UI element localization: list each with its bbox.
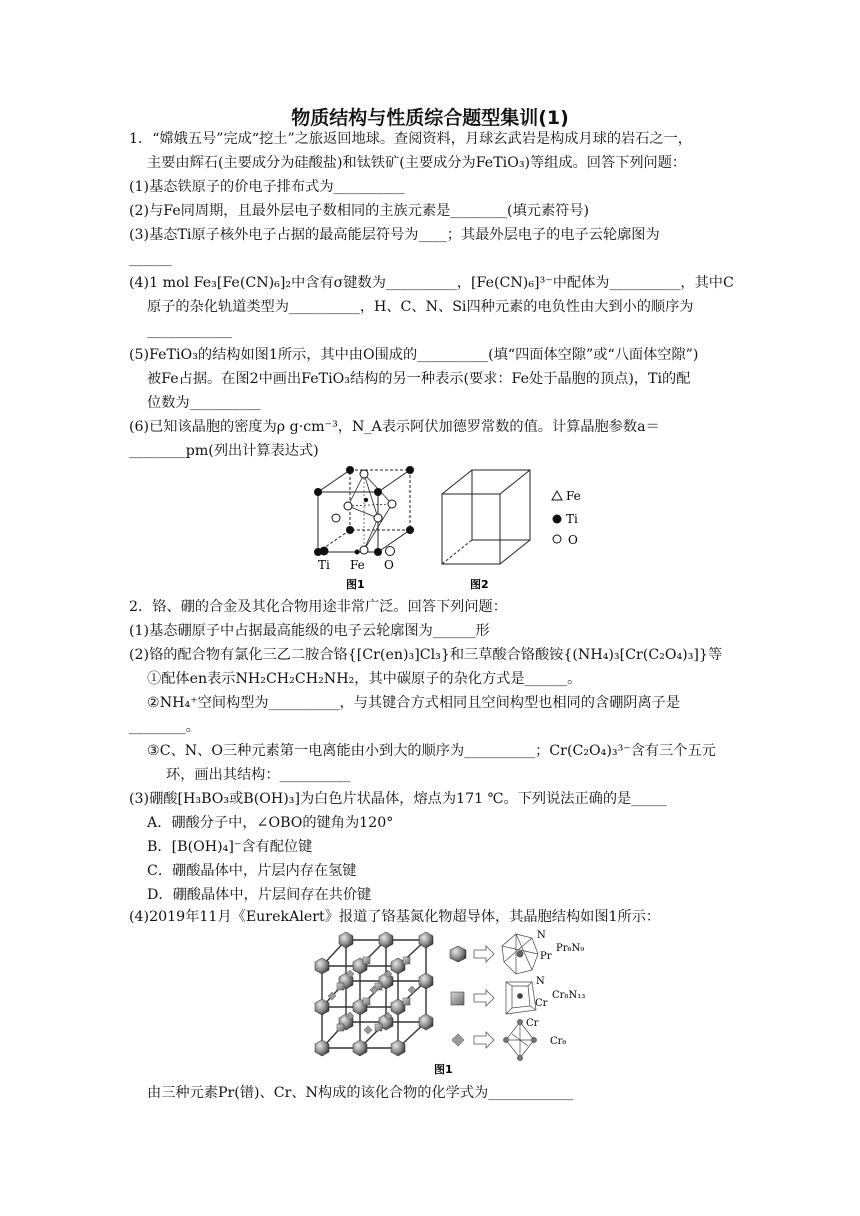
figure-prcrn-lattice: [308, 926, 608, 1076]
q2-sub-4: (4)2019年11月《EurekAlert》报道了铬基氮化物超导体，其晶胞结构如图1所示：: [129, 909, 661, 925]
q1-line-1: 1．“嫦娥五号”完成“挖土”之旅返回地球。查阅资料，月球玄武岩是构成月球的岩石之一，: [129, 131, 692, 147]
fig1-caption: 图1: [346, 578, 365, 591]
q2-sub-2-i: ①配体en表示NH₂CH₂CH₂NH₂，其中碳原子的杂化方式是______。: [147, 671, 582, 687]
q2-option-d: D．硼酸晶体中，片层间存在共价键: [147, 887, 372, 903]
pr6n9-cluster-icon: [502, 934, 538, 974]
q2-option-c: C．硼酸晶体中，片层内存在氢键: [147, 863, 357, 879]
q2-sub-2-ii-b: ________。: [129, 719, 200, 735]
page-title: 物质结构与性质综合题型集训(1): [291, 107, 569, 129]
q1-sub-1: (1)基态铁原子的价电子排布式为__________: [129, 179, 405, 195]
q2-sub-3: (3)硼酸[H₃BO₃或B(OH)₃]为白色片状晶体，熔点为171 ℃。下列说法正确的是_____: [129, 791, 667, 807]
cr6-cluster-cr-label: Cr: [526, 1018, 539, 1029]
q1-sub-3a: (3)基态Ti原子核外电子占据的最高能层符号为____；其最外层电子的电子云轮廓图为: [129, 227, 660, 243]
fig2-o-marker: [553, 535, 561, 543]
q1-line-2: 主要由辉石(主要成分为硅酸盐)和钛铁矿(主要成分为FeTiO₃)等组成。回答下列问题：: [147, 155, 687, 171]
q2-sub-2-iii-b: 环，画出其结构：__________: [166, 767, 351, 783]
cr6-formula: Cr₆: [550, 1036, 567, 1047]
q2-sub-1: (1)基态硼原子中占据最高能级的电子云轮廓图为______形: [129, 623, 490, 639]
fig2-ti-label: Ti: [566, 512, 578, 526]
legend-o-marker: [386, 547, 395, 556]
legend-cr-square-icon: [451, 992, 464, 1005]
pr-cluster-pr-label: Pr: [540, 951, 552, 962]
q1-sub-4a: (4)1 mol Fe₃[Fe(CN)₆]₂中含有σ键数为__________，[Fe(CN)₆]³⁻中配体为__________，其中C: [129, 275, 734, 291]
fig2-ti-marker: [553, 515, 562, 524]
q2-option-b: B．[B(OH)₄]⁻含有配位键: [147, 839, 313, 855]
cr-cluster-n-label: N: [536, 976, 545, 987]
q2-sub-4-question: 由三种元素Pr(镨)、Cr、N构成的该化合物的化学式为____________: [147, 1085, 574, 1101]
fig3-caption: 图1: [434, 1063, 453, 1076]
q1-sub-5a: (5)FeTiO₃的结构如图1所示，其中由O围成的__________(填“四面体空隙”或“八面体空隙”): [129, 347, 699, 363]
q1-sub-5b: 被Fe占据。在图2中画出FeTiO₃结构的另一种表示(要求：Fe处于晶胞的顶点)，Ti的配: [147, 371, 691, 387]
q1-sub-2: (2)与Fe同周期，且最外层电子数相同的主族元素是________(填元素符号): [129, 203, 590, 219]
fig2-fe-label: Fe: [566, 489, 581, 503]
q1-sub-6b: ________pm(列出计算表达式): [129, 443, 319, 459]
cr8n13-cluster-icon: [506, 982, 536, 1014]
cr8n13-formula: Cr₈N₁₃: [552, 990, 586, 1001]
arrow-icon-2: [474, 990, 494, 1006]
fig2-fe-triangle-icon: [552, 491, 562, 500]
q1-sub-3b: ______: [129, 251, 172, 267]
legend-ti-label: Ti: [318, 558, 330, 572]
q2-sub-2-ii-a: ②NH₄⁺空间构型为__________，与其键合方式相同且空间构型也相同的含硼阴离子是: [147, 695, 681, 711]
legend-fe-marker: [355, 550, 360, 555]
q2-sub-2: (2)铬的配合物有氯化三乙二胺合铬{[Cr(en)₃]Cl₃}和三草酸合铬酸铵{(NH₄)₃[Cr(C₂O₄)₃]}等: [129, 647, 723, 663]
q1-sub-6a: (6)已知该晶胞的密度为ρ g·cm⁻³，N_A表示阿伏加德罗常数的值。计算晶胞参数a＝: [129, 419, 660, 435]
arrow-icon-3: [474, 1032, 494, 1048]
q2-option-a: A．硼酸分子中，∠OBO的键角为120°: [147, 815, 394, 831]
q1-sub-4c: ____________: [147, 323, 233, 339]
q2-line-1: 2．铬、硼的合金及其化合物用途非常广泛。回答下列问题：: [129, 599, 507, 615]
pr6n9-formula: Pr₆N₉: [556, 943, 585, 954]
legend-ti-marker: [320, 547, 329, 556]
pr-cluster-n-label: N: [537, 930, 546, 941]
cr-cluster-cr-label: Cr: [535, 998, 548, 1009]
figure-legend-and-fig2: [300, 460, 600, 592]
fig2-o-label: O: [568, 533, 578, 547]
legend-pr-hex-icon: [450, 946, 466, 962]
q1-sub-4b: 原子的杂化轨道类型为__________，H、C、N、Si四种元素的电负性由大到小的顺序为: [147, 299, 694, 315]
fig2-empty-cube: [442, 470, 530, 564]
q1-sub-5c: 位数为__________: [147, 395, 261, 411]
fig2-caption: 图2: [470, 578, 489, 591]
legend-fe-label: Fe: [350, 558, 365, 572]
arrow-icon: [474, 946, 494, 962]
q2-sub-2-iii-a: ③C、N、O三种元素第一电离能由小到大的顺序为__________；Cr(C₂O₄)₃³⁻含有三个五元: [147, 743, 716, 759]
legend-o-label: O: [384, 558, 394, 572]
legend-cr6-diamond-icon: [452, 1034, 464, 1046]
